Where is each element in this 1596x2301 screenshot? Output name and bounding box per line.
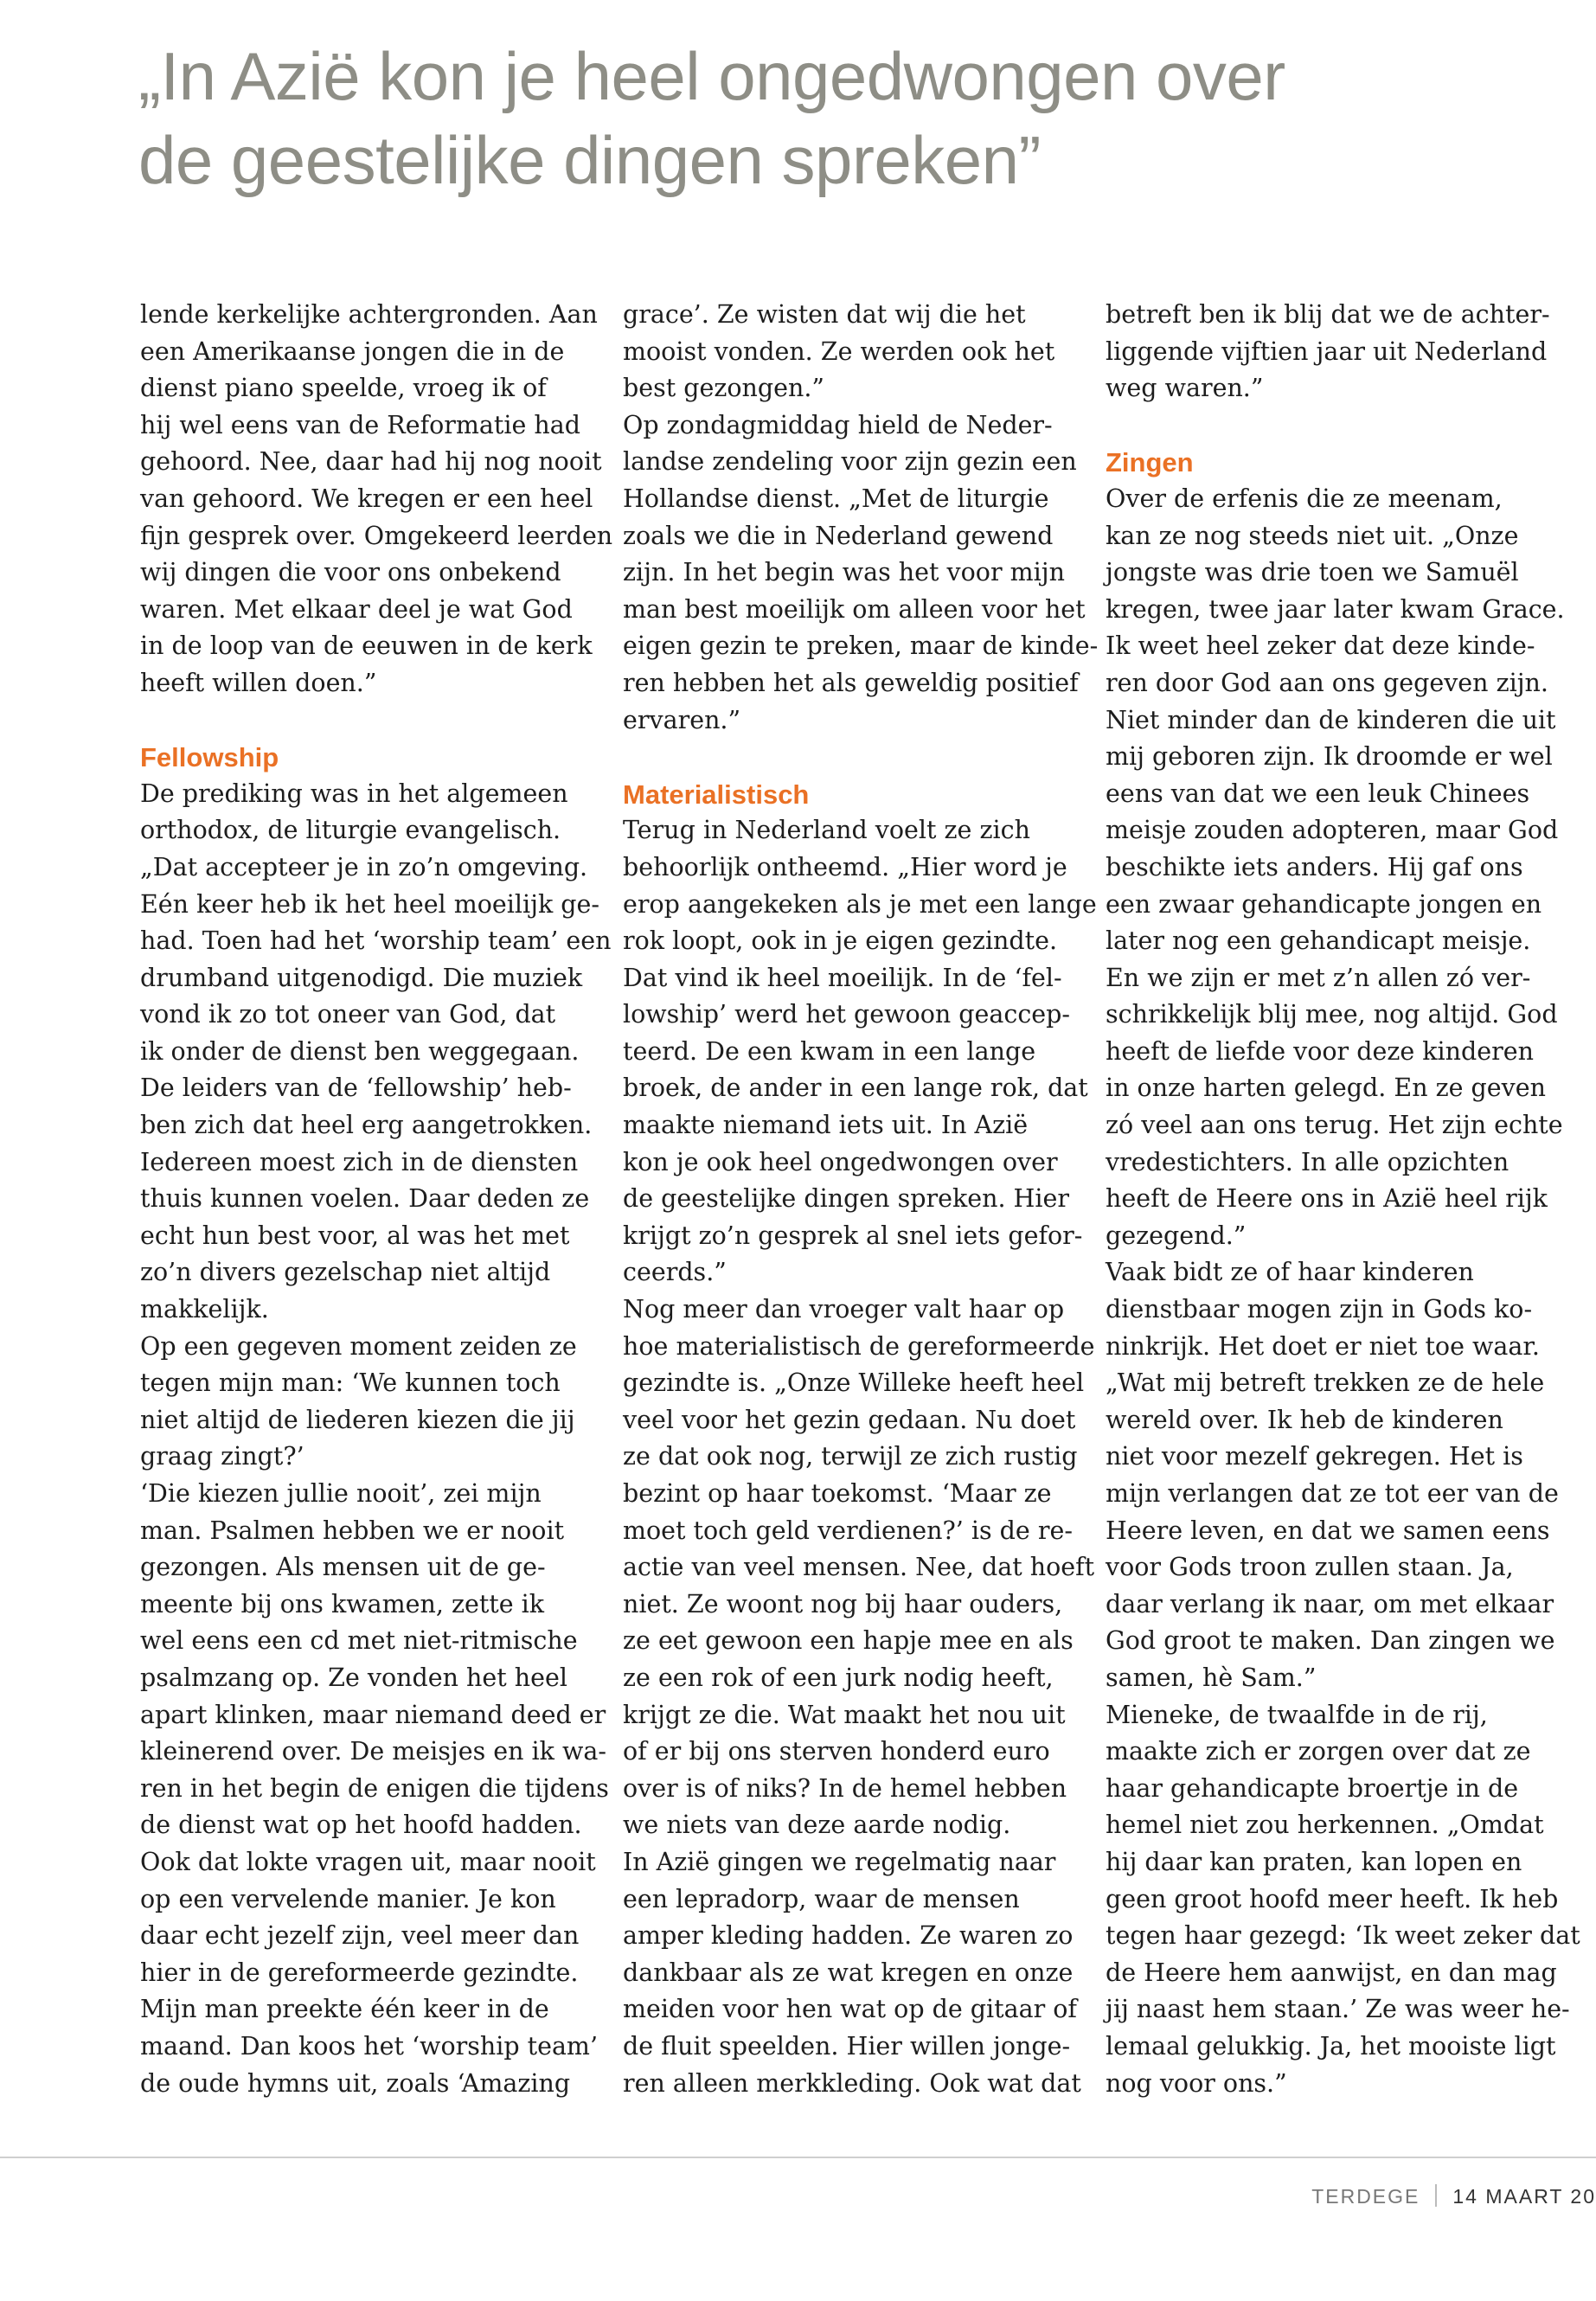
body-text-line: van gehoord. We kregen er een heel — [140, 484, 593, 513]
body-text-line: lende kerkelijke achtergronden. Aan — [140, 300, 598, 329]
body-text-line: mijn verlangen dat ze tot eer van de — [1106, 1479, 1559, 1508]
body-text-line: kregen, twee jaar later kwam Grace. — [1106, 594, 1565, 624]
body-text-line: heeft willen doen.” — [140, 668, 377, 697]
body-text-line: De leiders van de ‘fellowship’ heb- — [140, 1074, 572, 1103]
body-text-line: hemel niet zou herkennen. „Omdat — [1106, 1811, 1544, 1840]
body-text-line: in onze harten gelegd. En ze geven — [1106, 1074, 1546, 1103]
headline — [138, 35, 1522, 202]
body-text-line: betreft ben ik blij dat we de achter- — [1106, 300, 1550, 329]
body-text-line: maakte zich er zorgen over dat ze — [1106, 1737, 1531, 1766]
page-footer — [1311, 2184, 1596, 2219]
article-column-2 — [623, 297, 1099, 2102]
body-text-line: gezegend.” — [1106, 1221, 1247, 1250]
body-text-line: Op een gegeven moment zeiden ze — [140, 1331, 577, 1361]
body-text-line: In Azië gingen we regelmatig naar — [623, 1847, 1056, 1876]
body-text-line: ren door God aan ons gegeven zijn. — [1106, 668, 1548, 697]
body-text-line: of er bij ons sterven honderd euro — [623, 1737, 1050, 1766]
body-text-line: En we zijn er met z’n allen zó ver- — [1106, 963, 1531, 992]
body-text-line: krijgt ze die. Wat maakt het nou uit — [623, 1700, 1066, 1729]
body-text-line: jongste was drie toen we Samuël — [1106, 558, 1519, 587]
section-heading: Zingen — [1106, 447, 1194, 478]
body-text-line: broek, de ander in een lange rok, dat — [623, 1074, 1088, 1103]
body-text-line: ze een rok of een jurk nodig heeft, — [623, 1663, 1054, 1692]
body-text-line: lowship’ werd het gewoon geaccep- — [623, 1000, 1071, 1029]
body-text-line: maakte niemand iets uit. In Azië — [623, 1111, 1029, 1140]
body-text-line: zó veel aan ons terug. Het zijn echte — [1106, 1111, 1563, 1140]
body-text-line: weg waren.” — [1106, 374, 1264, 403]
body-text-line: Hollandse dienst. „Met de liturgie — [623, 484, 1049, 513]
body-text-line: nog voor ons.” — [1106, 2068, 1287, 2098]
body-text-line: samen, hè Sam.” — [1106, 1663, 1317, 1692]
body-text-line: apart klinken, maar niemand deed er — [140, 1700, 606, 1729]
body-text-line: moet toch geld verdienen?’ is de re- — [623, 1516, 1073, 1545]
body-text-line: echt hun best voor, al was het met — [140, 1221, 570, 1250]
body-text-line: ren hebben het als geweldig positief — [623, 668, 1079, 697]
body-text-line: een Amerikaanse jongen die in de — [140, 336, 565, 366]
body-text-line: graag zingt?’ — [140, 1442, 304, 1471]
body-text-line: eigen gezin te preken, maar de kinde- — [623, 631, 1099, 661]
body-text-line: Eén keer heb ik het heel moeilijk ge- — [140, 889, 600, 919]
body-text-line: thuis kunnen voelen. Daar deden ze — [140, 1184, 590, 1214]
body-text-line: zo’n divers gezelschap niet altijd — [140, 1258, 551, 1287]
headline-line-2: de geestelijke dingen spreken” — [138, 122, 1042, 198]
body-text-line: Dat vind ik heel moeilijk. In de ‘fel- — [623, 963, 1062, 992]
body-text-line: Mieneke, de twaalfde in de rij, — [1106, 1700, 1488, 1729]
body-text-line: niet voor mezelf gekregen. Het is — [1106, 1442, 1523, 1471]
body-text-line: zijn. In het begin was het voor mijn — [623, 558, 1065, 587]
body-text-line: liggende vijftien jaar uit Nederland — [1106, 336, 1548, 366]
body-text-line: eens van dat we een leuk Chinees — [1106, 779, 1530, 808]
body-text-line: niet. Ze woont nog bij haar ouders, — [623, 1589, 1063, 1618]
body-text-line: amper kleding hadden. Ze waren zo — [623, 1921, 1074, 1951]
body-text-line: rok loopt, ook in je eigen gezindte. — [623, 926, 1058, 956]
body-text-line: haar gehandicapte broertje in de — [1106, 1773, 1519, 1803]
body-text-line: op een vervelende manier. Je kon — [140, 1884, 556, 1913]
section-heading: Materialistisch — [623, 779, 810, 810]
article-column-1 — [140, 297, 613, 2102]
footer-separator — [1435, 2184, 1437, 2207]
body-text-line: heeft de liefde voor deze kinderen — [1106, 1036, 1534, 1066]
body-text-line: ninkrijk. Het doet er niet toe waar. — [1106, 1331, 1540, 1361]
body-text-line: God groot te maken. Dan zingen we — [1106, 1626, 1555, 1656]
body-text-line: Nog meer dan vroeger valt haar op — [623, 1295, 1065, 1324]
body-text-line: De prediking was in het algemeen — [140, 779, 568, 808]
body-text-line: orthodox, de liturgie evangelisch. — [140, 816, 561, 845]
body-text-line: actie van veel mensen. Nee, dat hoeft — [623, 1553, 1095, 1582]
body-text-line: de oude hymns uit, zoals ‘Amazing — [140, 2068, 571, 2098]
body-text-line: waren. Met elkaar deel je wat God — [140, 594, 573, 624]
body-text-line: landse zendeling voor zijn gezin een — [623, 447, 1077, 477]
body-text-line: geen groot hoofd meer heeft. Ik heb — [1106, 1884, 1559, 1913]
body-text-line: man best moeilijk om alleen voor het — [623, 594, 1086, 624]
body-text-line: in de loop van de eeuwen in de kerk — [140, 631, 593, 661]
body-text-line: Ik weet heel zeker dat deze kinde- — [1106, 631, 1535, 661]
body-text-line: meiden voor hen wat op de gitaar of — [623, 1995, 1077, 2024]
body-text-line: dienstbaar mogen zijn in Gods ko- — [1106, 1295, 1533, 1324]
body-text-line: ren alleen merkkleding. Ook wat dat — [623, 2068, 1081, 2098]
body-text-line: Heere leven, en dat we samen eens — [1106, 1516, 1550, 1545]
footer-divider — [0, 2157, 1596, 2158]
body-text-line: Mijn man preekte één keer in de — [140, 1995, 549, 2024]
body-text-line: ‘Die kiezen jullie nooit’, zei mijn — [140, 1479, 542, 1508]
body-text-line: tegen haar gezegd: ‘Ik weet zeker dat — [1106, 1921, 1580, 1951]
body-text-line: bezint op haar toekomst. ‘Maar ze — [623, 1479, 1052, 1508]
body-text-line: de dienst wat op het hoofd hadden. — [140, 1811, 582, 1840]
body-text-line: een lepradorp, waar de mensen — [623, 1884, 1020, 1913]
body-text-line: daar echt jezelf zijn, veel meer dan — [140, 1921, 580, 1951]
body-text-line: gezindte is. „Onze Willeke heeft heel — [623, 1368, 1085, 1398]
body-text-line: Iedereen moest zich in de diensten — [140, 1147, 579, 1176]
body-text-line: over is of niks? In de hemel hebben — [623, 1773, 1067, 1803]
body-text-line: veel voor het gezin gedaan. Nu doet — [623, 1405, 1076, 1434]
body-text-line: dienst piano speelde, vroeg ik of — [140, 374, 547, 403]
body-text-line: ze eet gewoon een hapje mee en als — [623, 1626, 1074, 1656]
body-text-line: Vaak bidt ze of haar kinderen — [1106, 1258, 1474, 1287]
body-text-line: maand. Dan koos het ‘worship team’ — [140, 2031, 599, 2061]
body-text-line: voor Gods troon zullen staan. Ja, — [1106, 1553, 1514, 1582]
body-text-line: kleinerend over. De meisjes en ik wa- — [140, 1737, 607, 1766]
body-text-line: meente bij ons kwamen, zette ik — [140, 1589, 545, 1618]
body-text-line: hier in de gereformeerde gezindte. — [140, 1958, 579, 1987]
body-text-line: ceerds.” — [623, 1258, 727, 1287]
body-text-line: lemaal gelukkig. Ja, het mooiste ligt — [1106, 2031, 1556, 2061]
body-text-line: had. Toen had het ‘worship team’ een — [140, 926, 612, 956]
body-text-line: psalmzang op. Ze vonden het heel — [140, 1663, 567, 1692]
body-text-line: de Heere hem aanwijst, en dan mag — [1106, 1958, 1557, 1987]
body-text-line: dankbaar als ze wat kregen en onze — [623, 1958, 1074, 1987]
paragraph-gap — [623, 739, 1090, 776]
body-text-line: best gezongen.” — [623, 374, 824, 403]
body-text-line: we niets van deze aarde nodig. — [623, 1811, 1011, 1840]
body-text-line: daar verlang ik naar, om met elkaar — [1106, 1589, 1554, 1618]
headline-line-1: „In Azië kon je heel ongedwongen over — [138, 38, 1285, 114]
body-text-line: gezongen. Als mensen uit de ge- — [140, 1553, 546, 1582]
body-text-line: wel eens een cd met niet-ritmische — [140, 1626, 578, 1656]
body-text-line: fijn gesprek over. Omgekeerd leerden — [140, 521, 613, 550]
paragraph-gap — [1106, 407, 1573, 445]
body-text-line: Over de erfenis die ze meenam, — [1106, 484, 1503, 513]
paragraph-gap — [140, 702, 607, 740]
body-text-line: ben zich dat heel erg aangetrokken. — [140, 1111, 593, 1140]
body-text-line: behoorlijk ontheemd. „Hier word je — [623, 852, 1067, 881]
article-column-3 — [1106, 297, 1580, 2102]
body-text-line: wij dingen die voor ons onbekend — [140, 558, 561, 587]
body-text-line: mooist vonden. Ze werden ook het — [623, 336, 1055, 366]
body-text-line: ervaren.” — [623, 705, 741, 734]
body-text-line: erop aangekeken als je met een lange — [623, 889, 1097, 919]
body-text-line: meisje zouden adopteren, maar God — [1106, 816, 1559, 845]
body-text-line: vredestichters. In alle opzichten — [1106, 1147, 1509, 1176]
body-text-line: Terug in Nederland voelt ze zich — [623, 816, 1030, 845]
body-text-line: hoe materialistisch de gereformeerde — [623, 1331, 1095, 1361]
body-text-line: kan ze nog steeds niet uit. „Onze — [1106, 521, 1519, 550]
body-text-line: hij wel eens van de Reformatie had — [140, 410, 581, 439]
body-text-line: makkelijk. — [140, 1295, 269, 1324]
body-text-line: wereld over. Ik heb de kinderen — [1106, 1405, 1503, 1434]
body-text-line: „Dat accepteer je in zo’n omgeving. — [140, 852, 588, 881]
body-text-line: gehoord. Nee, daar had hij nog nooit — [140, 447, 602, 477]
body-text-line: vond ik zo tot oneer van God, dat — [140, 1000, 556, 1029]
body-text-line: krijgt zo’n gesprek al snel iets gefor- — [623, 1221, 1083, 1250]
issue-date: 14 MAART 20 — [1452, 2185, 1596, 2208]
body-text-line: zoals we die in Nederland gewend — [623, 521, 1054, 550]
body-text-line: schrikkelijk blij mee, nog altijd. God — [1106, 1000, 1558, 1029]
body-text-line: drumband uitgenodigd. Die muziek — [140, 963, 583, 992]
body-text-line: Niet minder dan de kinderen die uit — [1106, 705, 1556, 734]
body-text-line: de geestelijke dingen spreken. Hier — [623, 1184, 1070, 1214]
body-text-line: later nog een gehandicapt meisje. — [1106, 926, 1531, 956]
body-text-line: grace’. Ze wisten dat wij die het — [623, 300, 1026, 329]
body-text-line: de fluit speelden. Hier willen jonge- — [623, 2031, 1071, 2061]
body-text-line: „Wat mij betreft trekken ze de hele — [1106, 1368, 1545, 1398]
body-text-line: kon je ook heel ongedwongen over — [623, 1147, 1058, 1176]
body-text-line: Op zondagmiddag hield de Neder- — [623, 410, 1053, 439]
body-text-line: tegen mijn man: ‘We kunnen toch — [140, 1368, 561, 1398]
body-text-line: mij geboren zijn. Ik droomde er wel — [1106, 742, 1553, 772]
body-text-line: ren in het begin de enigen die tijdens — [140, 1773, 609, 1803]
body-text-line: niet altijd de liederen kiezen die jij — [140, 1405, 575, 1434]
body-text-line: teerd. De een kwam in een lange — [623, 1036, 1036, 1066]
body-text-line: man. Psalmen hebben we er nooit — [140, 1516, 565, 1545]
magazine-name: TERDEGE — [1311, 2185, 1420, 2208]
body-text-line: Ook dat lokte vragen uit, maar nooit — [140, 1847, 596, 1876]
section-heading: Fellowship — [140, 742, 279, 773]
body-text-line: hij daar kan praten, kan lopen en — [1106, 1847, 1522, 1876]
body-text-line: een zwaar gehandicapte jongen en — [1106, 889, 1542, 919]
body-text-line: jij naast hem staan.’ Ze was weer he- — [1106, 1995, 1570, 2024]
body-text-line: heeft de Heere ons in Azië heel rijk — [1106, 1184, 1548, 1214]
body-text-line: ze dat ook nog, terwijl ze zich rustig — [623, 1442, 1078, 1471]
body-text-line: beschikte iets anders. Hij gaf ons — [1106, 852, 1523, 881]
body-text-line: ik onder de dienst ben weggegaan. — [140, 1036, 580, 1066]
